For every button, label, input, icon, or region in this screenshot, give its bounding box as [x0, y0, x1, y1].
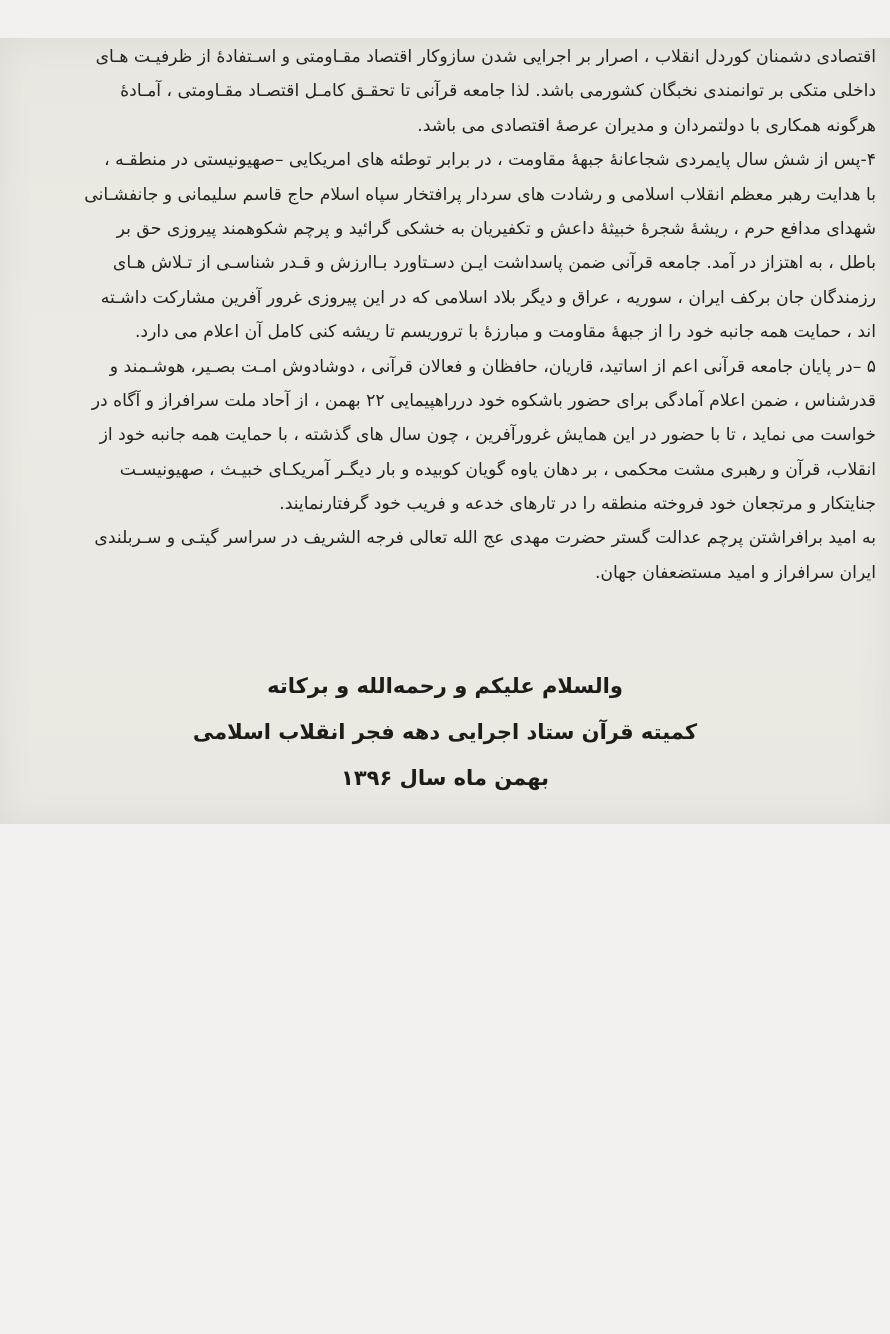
- text-line: ۵ –در پایان جامعه قرآنی اعم از اساتید، قاریان، حافظان و فعالان قرآنی ، دوشادوش امـت بصـیر، هوشـمند و: [109, 356, 876, 377]
- text-line: قدرشناس ، ضمن اعلام آمادگی برای حضور باشکوه خود درراهپیمایی ۲۲ بهمن ، از آحاد ملت سرافراز و آگاه در: [91, 390, 876, 411]
- document-photo: [0, 38, 890, 824]
- text-line: باطل ، به اهتزاز در آمد. جامعه قرآنی ضمن پاسداشت ایـن دسـتاورد بـاارزش و قـدر شناسـی از تـلاش هـای: [112, 253, 876, 274]
- text-line: داخلی متکی بر توانمندی نخبگان کشورمی باشد. لذا جامعه قرآنی تا تحقـق کامـل اقتصـاد مقـاومتی ، آمـادهٔ: [120, 81, 876, 102]
- statement-body: [14, 40, 876, 590]
- text-line: اند ، حمایت همه جانبه خود را از جبههٔ مقاومت و مبارزهٔ با تروریسم تا ریشه کنی کامل آن اعلام می دارد.: [134, 322, 876, 343]
- text-line: جنایتکار و مرتجعان خود فروخته منطقه را در تارهای خدعه و فریب خود گرفتارنمایند.: [279, 494, 876, 515]
- text-line: رزمندگان جان برکف ایران ، سوریه ، عراق و دیگر بلاد اسلامی که در این پیروزی غرور آفرین مشارکت داشـته: [100, 287, 876, 308]
- text-line: ۴-پس از شش سال پایمردی شجاعانهٔ جبههٔ مقاومت ، در برابر توطئه های امریکایی –صهیونیستی در منطقـه ،: [104, 150, 876, 171]
- text-line: انقلاب، قرآن و رهبری مشت محکمی ، بر دهان یاوه گویان کوبیده و بار دیگـر آمریکـای خبیـث ، صهیونیسـت: [119, 459, 876, 480]
- committee-name: کمیته قرآن ستاد اجرایی دهه فجر انقلاب اسلامی: [192, 720, 698, 744]
- text-line: شهدای مدافع حرم ، ریشهٔ شجرهٔ خبیثهٔ داعش و تکفیریان به خشکی گرائید و پرچم شکوهمند پیروزی حق بر: [116, 218, 876, 239]
- text-line: اقتصادی دشمنان کوردل انقلاب ، اصرار بر اجرایی شدن سازوکار اقتصاد مقـاومتی و اسـتفادهٔ از ظرفیـت هـای: [95, 47, 876, 67]
- text-line: به امید برافراشتن پرچم عدالت گستر حضرت مهدی عج الله تعالی فرجه الشریف در سراسر گیتـی و سـربلندی: [94, 528, 876, 549]
- text-line: هرگونه همکاری با دولتمردان و مدیران عرصهٔ اقتصادی می باشد.: [417, 115, 876, 136]
- text-line: خواست می نماید ، تا با حضور در این همایش غرورآفرین ، چون سال های گذشته ، با حمایت همه جانبه خود از: [99, 425, 876, 446]
- issue-date: بهمن ماه سال ۱۳۹۶: [341, 766, 549, 790]
- signature-block: [0, 663, 890, 801]
- closing-greeting: والسلام علیکم و رحمه‌الله و برکاته: [267, 674, 623, 698]
- text-line: با هدایت رهبر معظم انقلاب اسلامی و رشادت های سردار پرافتخار سپاه اسلام حاج قاسم سلیمانی و جانفشـانی: [84, 184, 876, 205]
- text-line: ایران سرافراز و امید مستضعفان جهان.: [594, 562, 876, 583]
